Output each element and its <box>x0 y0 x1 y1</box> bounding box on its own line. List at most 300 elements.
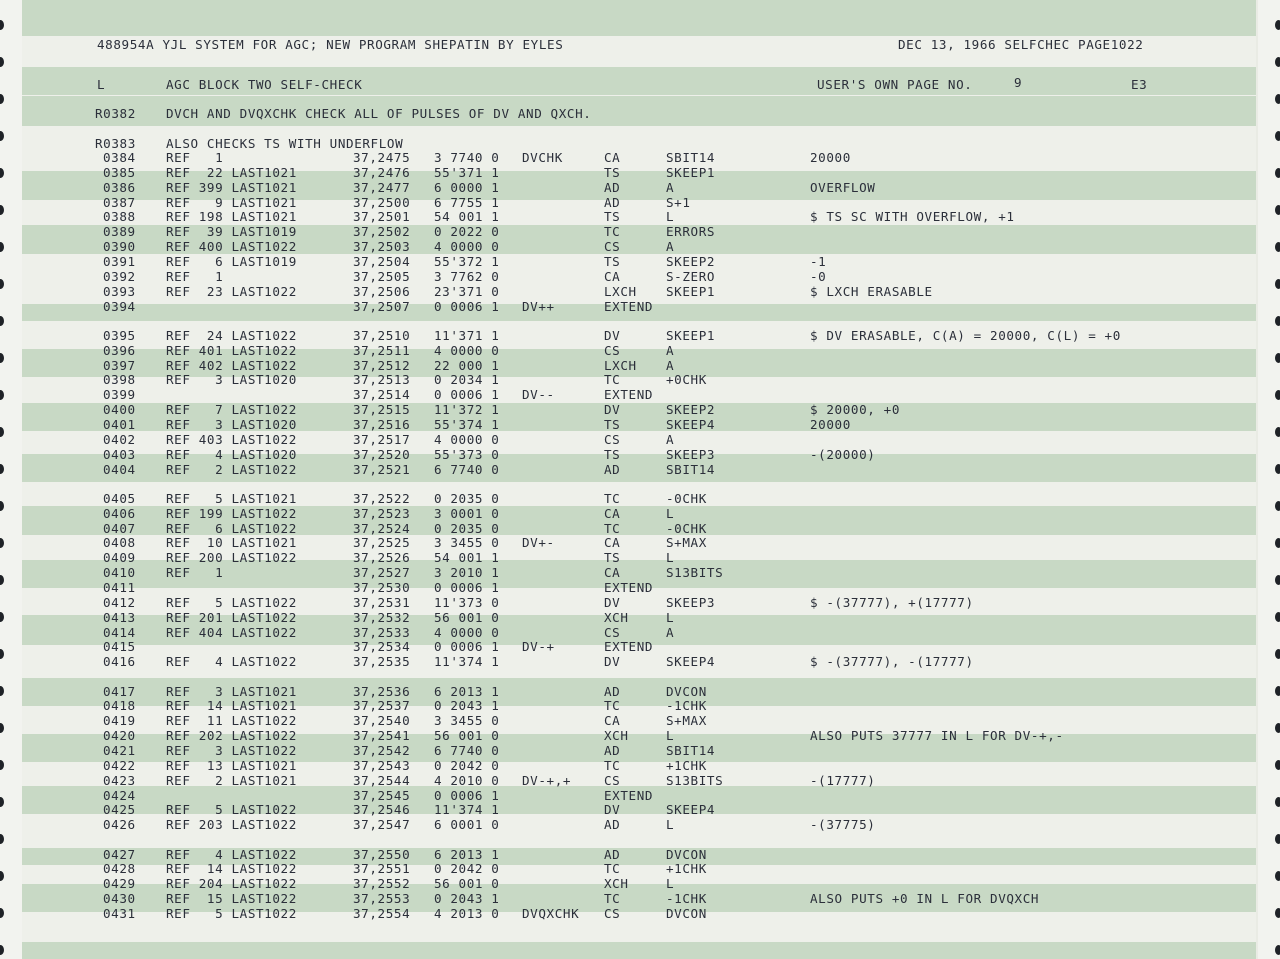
line-number: 0425 <box>103 802 136 818</box>
listing-line <box>0 802 1280 817</box>
sprocket-hole <box>0 131 4 141</box>
line-number: 0423 <box>103 772 136 788</box>
operand: SKEEP3 <box>666 446 716 462</box>
address: 37,2544 <box>353 772 411 788</box>
operand: SBIT14 <box>666 742 716 758</box>
operand: S+MAX <box>666 535 707 551</box>
sprocket-hole <box>1275 57 1280 67</box>
ref-info: REF 3 LAST1020 <box>166 416 297 432</box>
octal-code: 4 0000 0 <box>434 239 500 255</box>
line-number: 0394 <box>103 298 136 314</box>
opcode: TC <box>604 861 621 877</box>
listing-line <box>0 506 1280 521</box>
octal-code: 11'372 1 <box>434 402 500 418</box>
operand: SKEEP1 <box>666 164 716 180</box>
comment: $ -(37777), -(17777) <box>810 654 974 670</box>
opcode: AD <box>604 817 621 833</box>
octal-code: 6 7740 0 <box>434 742 500 758</box>
comment: -1 <box>810 253 827 269</box>
octal-code: 0 2035 0 <box>434 520 500 536</box>
address: 37,2532 <box>353 609 411 625</box>
comment: -(37775) <box>810 817 876 833</box>
listing-line <box>0 447 1280 462</box>
listing-line <box>0 150 1280 165</box>
listing-line <box>0 758 1280 773</box>
operand: -0CHK <box>666 490 707 506</box>
listing-line <box>0 387 1280 402</box>
octal-code: 22 000 1 <box>434 357 500 373</box>
opcode: EXTEND <box>604 387 654 403</box>
header-left: 488954A YJL SYSTEM FOR AGC; NEW PROGRAM SHEPATIN BY EYLES <box>97 37 564 52</box>
line-number: 0421 <box>103 742 136 758</box>
octal-code: 0 2035 0 <box>434 490 500 506</box>
address: 37,2531 <box>353 594 411 610</box>
line-number: 0422 <box>103 757 136 773</box>
ref-info: REF 400 LAST1022 <box>166 239 297 255</box>
operand: SKEEP2 <box>666 402 716 418</box>
address: 37,2524 <box>353 520 411 536</box>
block-title: AGC BLOCK TWO SELF-CHECK <box>166 77 363 92</box>
operand: L <box>666 505 675 521</box>
address: 37,2553 <box>353 891 411 907</box>
ref-info: REF 200 LAST1022 <box>166 550 297 566</box>
operand: L <box>666 876 675 892</box>
line-number: 0408 <box>103 535 136 551</box>
operand: +1CHK <box>666 861 707 877</box>
address: 37,2515 <box>353 402 411 418</box>
line-number: 0403 <box>103 446 136 462</box>
octal-code: 4 0000 0 <box>434 431 500 447</box>
ref-info: REF 5 LAST1022 <box>166 905 297 921</box>
octal-code: 3 7740 0 <box>434 150 500 165</box>
listing-line <box>0 698 1280 713</box>
address: 37,2526 <box>353 550 411 566</box>
ref-info: REF 1 <box>166 150 224 165</box>
label: DV+- <box>522 535 555 551</box>
ref-info: REF 199 LAST1022 <box>166 505 297 521</box>
line-number: 0410 <box>103 565 136 581</box>
block-marker: L <box>97 77 106 92</box>
line-number: 0395 <box>103 327 136 343</box>
ref-info: REF 7 LAST1022 <box>166 402 297 418</box>
opcode: XCH <box>604 609 629 625</box>
line-number: 0399 <box>103 387 136 403</box>
octal-code: 6 2013 1 <box>434 846 500 862</box>
ref-info: REF 4 LAST1020 <box>166 446 297 462</box>
octal-code: 56 001 0 <box>434 609 500 625</box>
ref-info: REF 6 LAST1019 <box>166 253 297 269</box>
address: 37,2502 <box>353 224 411 240</box>
line-number: 0387 <box>103 194 136 210</box>
line-number: 0414 <box>103 624 136 640</box>
ref-info: REF 4 LAST1022 <box>166 654 297 670</box>
ref-info: REF 14 LAST1021 <box>166 698 297 714</box>
ref-info: REF 5 LAST1022 <box>166 594 297 610</box>
address: 37,2540 <box>353 713 411 729</box>
ref-info: REF 203 LAST1022 <box>166 817 297 833</box>
listing-line <box>0 432 1280 447</box>
octal-code: 0 0006 1 <box>434 387 500 403</box>
label: DVQXCHK <box>522 905 580 921</box>
octal-code: 11'374 1 <box>434 802 500 818</box>
address: 37,2546 <box>353 802 411 818</box>
address: 37,2522 <box>353 490 411 506</box>
comment: 20000 <box>810 150 851 165</box>
octal-code: 4 2013 0 <box>434 905 500 921</box>
ref-info: REF 3 LAST1021 <box>166 683 297 699</box>
label: DV++ <box>522 298 555 314</box>
opcode: XCH <box>604 876 629 892</box>
sprocket-hole <box>0 945 4 955</box>
octal-code: 3 3455 0 <box>434 713 500 729</box>
opcode: TS <box>604 164 621 180</box>
address: 37,2535 <box>353 654 411 670</box>
operand: DVCON <box>666 905 707 921</box>
operand: SKEEP3 <box>666 594 716 610</box>
label: DV-- <box>522 387 555 403</box>
octal-code: 3 0001 0 <box>434 505 500 521</box>
octal-code: 4 0000 0 <box>434 624 500 640</box>
operand: A <box>666 624 675 640</box>
listing-line <box>0 610 1280 625</box>
operand: A <box>666 357 675 373</box>
opcode: CA <box>604 713 621 729</box>
line-number: 0397 <box>103 357 136 373</box>
address: 37,2475 <box>353 150 411 165</box>
address: 37,2554 <box>353 905 411 921</box>
address: 37,2537 <box>353 698 411 714</box>
operand: SKEEP2 <box>666 253 716 269</box>
operand: A <box>666 431 675 447</box>
ref-info: REF 2 LAST1022 <box>166 461 297 477</box>
operand: SKEEP1 <box>666 283 716 299</box>
remark-number: R0382 <box>95 106 136 121</box>
opcode: TC <box>604 757 621 773</box>
octal-code: 0 2022 0 <box>434 224 500 240</box>
listing-line <box>0 550 1280 565</box>
line-number: 0388 <box>103 209 136 225</box>
ref-info: REF 23 LAST1022 <box>166 283 297 299</box>
operand: S13BITS <box>666 565 724 581</box>
comment: $ -(37777), +(17777) <box>810 594 974 610</box>
sprocket-hole <box>1275 131 1280 141</box>
listing-line <box>0 713 1280 728</box>
line-number: 0426 <box>103 817 136 833</box>
ref-info: REF 5 LAST1022 <box>166 802 297 818</box>
listing-line <box>0 299 1280 314</box>
comment: -(20000) <box>810 446 876 462</box>
opcode: CA <box>604 150 621 165</box>
octal-code: 6 7755 1 <box>434 194 500 210</box>
opcode: CA <box>604 505 621 521</box>
opcode: TC <box>604 698 621 714</box>
octal-code: 6 0001 0 <box>434 817 500 833</box>
listing-line <box>0 224 1280 239</box>
operand: A <box>666 342 675 358</box>
address: 37,2551 <box>353 861 411 877</box>
address: 37,2521 <box>353 461 411 477</box>
opcode: LXCH <box>604 357 637 373</box>
address: 37,2477 <box>353 179 411 195</box>
line-number: 0415 <box>103 639 136 655</box>
listing-line <box>0 462 1280 477</box>
operand: SKEEP4 <box>666 416 716 432</box>
listing-line <box>0 639 1280 654</box>
address: 37,2504 <box>353 253 411 269</box>
operand: SBIT14 <box>666 150 716 165</box>
opcode: DV <box>604 802 621 818</box>
opcode: TS <box>604 446 621 462</box>
operand: A <box>666 239 675 255</box>
operand: SKEEP4 <box>666 654 716 670</box>
operand: -1CHK <box>666 698 707 714</box>
address: 37,2510 <box>353 327 411 343</box>
line-number: 0430 <box>103 891 136 907</box>
opcode: EXTEND <box>604 639 654 655</box>
opcode: EXTEND <box>604 298 654 314</box>
listing-line <box>0 239 1280 254</box>
listing-line <box>0 358 1280 373</box>
operand: S-ZERO <box>666 268 716 284</box>
listing-line <box>0 269 1280 284</box>
ref-info: REF 13 LAST1021 <box>166 757 297 773</box>
operand: +1CHK <box>666 757 707 773</box>
header-right: DEC 13, 1966 SELFCHEC PAGE1022 <box>898 37 1144 52</box>
line-number: 0407 <box>103 520 136 536</box>
listing-line <box>0 328 1280 343</box>
opcode: TC <box>604 490 621 506</box>
ref-info: REF 403 LAST1022 <box>166 431 297 447</box>
line-number: 0389 <box>103 224 136 240</box>
ref-info: REF 198 LAST1021 <box>166 209 297 225</box>
opcode: CS <box>604 342 621 358</box>
listing-line <box>0 654 1280 669</box>
octal-code: 54 001 1 <box>434 550 500 566</box>
label: DVCHK <box>522 150 563 165</box>
operand: L <box>666 209 675 225</box>
users-page-number: 9 <box>1014 75 1023 90</box>
opcode: CA <box>604 565 621 581</box>
octal-code: 3 7762 0 <box>434 268 500 284</box>
operand: DVCON <box>666 683 707 699</box>
opcode: TS <box>604 416 621 432</box>
opcode: AD <box>604 846 621 862</box>
label: DV-+ <box>522 639 555 655</box>
comment: $ 20000, +0 <box>810 402 901 418</box>
line-number: 0424 <box>103 787 136 803</box>
line-number: 0393 <box>103 283 136 299</box>
operand: L <box>666 817 675 833</box>
octal-code: 56 001 0 <box>434 728 500 744</box>
opcode: TS <box>604 253 621 269</box>
listing-line <box>0 372 1280 387</box>
octal-code: 55'371 1 <box>434 164 500 180</box>
listing-line <box>0 491 1280 506</box>
octal-code: 0 0006 1 <box>434 639 500 655</box>
opcode: TC <box>604 891 621 907</box>
address: 37,2523 <box>353 505 411 521</box>
opcode: TS <box>604 550 621 566</box>
opcode: CA <box>604 268 621 284</box>
ref-info: REF 15 LAST1022 <box>166 891 297 907</box>
operand: A <box>666 179 675 195</box>
opcode: AD <box>604 194 621 210</box>
address: 37,2516 <box>353 416 411 432</box>
ref-info: REF 10 LAST1021 <box>166 535 297 551</box>
listing-line <box>0 521 1280 536</box>
line-number: 0406 <box>103 505 136 521</box>
ref-info: REF 39 LAST1019 <box>166 224 297 240</box>
operand: SKEEP4 <box>666 802 716 818</box>
address: 37,2503 <box>353 239 411 255</box>
line-number: 0427 <box>103 846 136 862</box>
opcode: CS <box>604 772 621 788</box>
opcode: DV <box>604 594 621 610</box>
line-number: 0400 <box>103 402 136 418</box>
operand: SBIT14 <box>666 461 716 477</box>
listing-line <box>0 625 1280 640</box>
ref-info: REF 404 LAST1022 <box>166 624 297 640</box>
remark-number: R0383 <box>95 136 136 151</box>
address: 37,2541 <box>353 728 411 744</box>
listing-line <box>0 743 1280 758</box>
octal-code: 6 2013 1 <box>434 683 500 699</box>
ref-info: REF 204 LAST1022 <box>166 876 297 892</box>
line-number: 0391 <box>103 253 136 269</box>
operand: S+MAX <box>666 713 707 729</box>
octal-code: 3 3455 0 <box>434 535 500 551</box>
opcode: LXCH <box>604 283 637 299</box>
opcode: EXTEND <box>604 580 654 595</box>
operand: L <box>666 550 675 566</box>
operand: L <box>666 728 675 744</box>
address: 37,2514 <box>353 387 411 403</box>
line-number: 0419 <box>103 713 136 729</box>
sprocket-hole <box>1275 20 1280 30</box>
opcode: CS <box>604 624 621 640</box>
address: 37,2550 <box>353 846 411 862</box>
operand: L <box>666 609 675 625</box>
line-number: 0401 <box>103 416 136 432</box>
octal-code: 23'371 0 <box>434 283 500 299</box>
octal-code: 0 2043 1 <box>434 891 500 907</box>
sprocket-hole <box>0 834 4 844</box>
opcode: TC <box>604 224 621 240</box>
line-number: 0390 <box>103 239 136 255</box>
octal-code: 0 0006 1 <box>434 787 500 803</box>
line-number: 0420 <box>103 728 136 744</box>
line-number: 0412 <box>103 594 136 610</box>
ref-info: REF 1 <box>166 565 224 581</box>
line-number: 0418 <box>103 698 136 714</box>
octal-code: 3 2010 1 <box>434 565 500 581</box>
line-number: 0413 <box>103 609 136 625</box>
listing-line <box>0 180 1280 195</box>
opcode: XCH <box>604 728 629 744</box>
comment: ALSO PUTS 37777 IN L FOR DV-+,- <box>810 728 1064 744</box>
listing-line <box>0 284 1280 299</box>
opcode: CS <box>604 239 621 255</box>
opcode: AD <box>604 683 621 699</box>
address: 37,2520 <box>353 446 411 462</box>
line-number: 0392 <box>103 268 136 284</box>
listing-line <box>0 343 1280 358</box>
operand: -0CHK <box>666 520 707 536</box>
address: 37,2517 <box>353 431 411 447</box>
listing-line <box>0 417 1280 432</box>
sprocket-hole <box>1275 834 1280 844</box>
ref-info: REF 202 LAST1022 <box>166 728 297 744</box>
octal-code: 0 2043 1 <box>434 698 500 714</box>
ref-info: REF 14 LAST1022 <box>166 861 297 877</box>
operand: S13BITS <box>666 772 724 788</box>
opcode: TS <box>604 209 621 225</box>
octal-code: 4 0000 0 <box>434 342 500 358</box>
address: 37,2512 <box>353 357 411 373</box>
octal-code: 0 2042 0 <box>434 757 500 773</box>
comment: ALSO PUTS +0 IN L FOR DVQXCH <box>810 891 1040 907</box>
greenbar-band <box>22 942 1256 959</box>
ref-info: REF 5 LAST1021 <box>166 490 297 506</box>
listing-line <box>0 209 1280 224</box>
operand: S+1 <box>666 194 691 210</box>
octal-code: 55'374 1 <box>434 416 500 432</box>
listing-line <box>0 773 1280 788</box>
ref-info: REF 22 LAST1021 <box>166 164 297 180</box>
sprocket-hole <box>0 20 4 30</box>
comment: $ TS SC WITH OVERFLOW, +1 <box>810 209 1015 225</box>
address: 37,2527 <box>353 565 411 581</box>
listing-line <box>0 595 1280 610</box>
listing-line <box>0 580 1280 595</box>
sprocket-hole <box>1275 945 1280 955</box>
comment: $ LXCH ERASABLE <box>810 283 933 299</box>
address: 37,2525 <box>353 535 411 551</box>
listing-line <box>0 565 1280 580</box>
listing-line <box>0 402 1280 417</box>
address: 37,2511 <box>353 342 411 358</box>
opcode: DV <box>604 654 621 670</box>
opcode: EXTEND <box>604 787 654 803</box>
sprocket-hole <box>0 57 4 67</box>
listing-line <box>0 861 1280 876</box>
address: 37,2530 <box>353 580 411 595</box>
address: 37,2545 <box>353 787 411 803</box>
ref-info: REF 402 LAST1022 <box>166 357 297 373</box>
ref-info: REF 1 <box>166 268 224 284</box>
listing-line <box>0 165 1280 180</box>
listing-line <box>0 684 1280 699</box>
line-number: 0411 <box>103 580 136 595</box>
line-number: 0405 <box>103 490 136 506</box>
address: 37,2543 <box>353 757 411 773</box>
ref-info: REF 9 LAST1021 <box>166 194 297 210</box>
comment: -(17777) <box>810 772 876 788</box>
ref-info: REF 401 LAST1022 <box>166 342 297 358</box>
opcode: CS <box>604 905 621 921</box>
opcode: CA <box>604 535 621 551</box>
line-number: 0417 <box>103 683 136 699</box>
sprocket-hole <box>1275 94 1280 104</box>
opcode: DV <box>604 402 621 418</box>
address: 37,2476 <box>353 164 411 180</box>
octal-code: 0 0006 1 <box>434 298 500 314</box>
opcode: DV <box>604 327 621 343</box>
line-number: 0404 <box>103 461 136 477</box>
comment: -0 <box>810 268 827 284</box>
page-code: E3 <box>1131 77 1148 92</box>
users-page-label: USER'S OWN PAGE NO. <box>817 77 973 92</box>
